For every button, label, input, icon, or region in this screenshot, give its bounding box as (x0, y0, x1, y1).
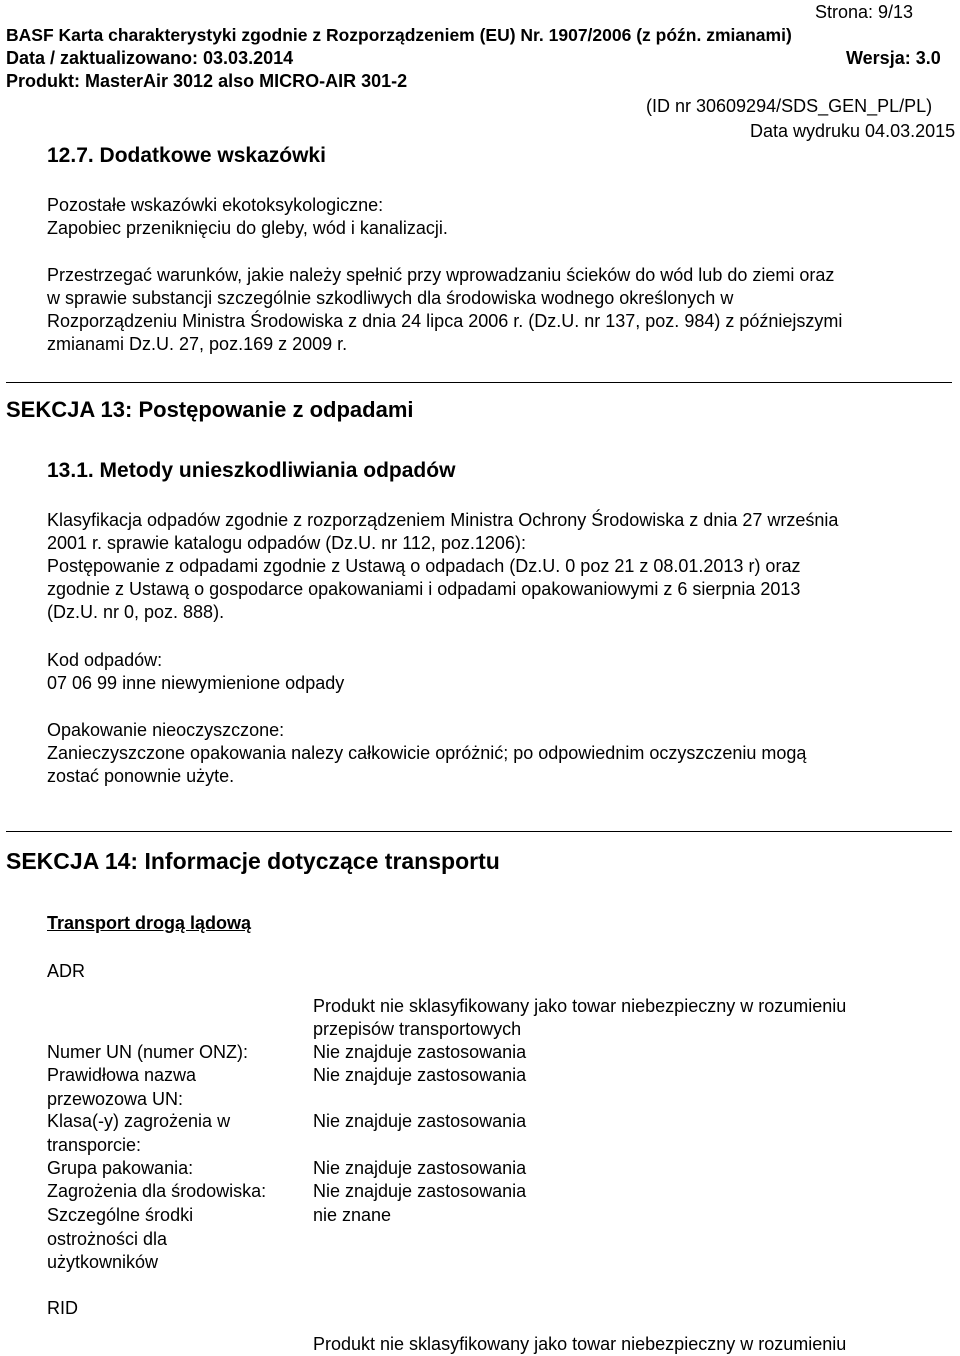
transport-row-label: Klasa(-y) zagrożenia w transporcie: (47, 1111, 231, 1155)
print-date: Data wydruku 04.03.2015 (750, 121, 956, 141)
rid-label: RID (47, 1298, 78, 1318)
section-13-heading: SEKCJA 13: Postępowanie z odpadami (6, 397, 414, 422)
packaging-label: Opakowanie nieoczyszczone: (47, 720, 285, 740)
transport-row-value: Nie znajduje zastosowania (313, 1065, 527, 1085)
product-name: Produkt: MasterAir 3012 also MICRO-AIR 301-2 (6, 71, 408, 91)
packaging-value: Zanieczyszczone opakowania nalezy całkowicie opróżnić; po odpowiednim oczyszczeniu mogą (47, 743, 807, 763)
page-number: Strona: 9/13 (815, 2, 914, 22)
land-transport-heading: Transport drogą lądową (47, 913, 252, 933)
version: Wersja: 3.0 (846, 48, 941, 68)
transport-row-value: Nie znajduje zastosowania (313, 1158, 527, 1178)
paragraph-line: zmianami Dz.U. 27, poz.169 z 2009 r. (47, 334, 348, 354)
packaging-value: zostać ponownie użyte. (47, 766, 235, 786)
paragraph-line: (Dz.U. nr 0, poz. 888). (47, 602, 225, 622)
adr-note: przepisów transportowych (313, 1019, 522, 1039)
transport-row-label: Prawidłowa nazwa przewozowa UN: (47, 1065, 197, 1109)
waste-code-label: Kod odpadów: (47, 650, 163, 670)
section-14-heading: SEKCJA 14: Informacje dotyczące transportu (6, 848, 500, 874)
document-id: (ID nr 30609294/SDS_GEN_PL/PL) (646, 96, 933, 116)
paragraph-line: Rozporządzeniu Ministra Środowiska z dnia 24 lipca 2006 r. (Dz.U. nr 137, poz. 984) z późniejszymi (47, 311, 843, 331)
document-title: BASF Karta charakterystyki zgodnie z Rozporządzeniem (EU) Nr. 1907/2006 (z późn. zmianami) (6, 25, 792, 45)
paragraph-line: zgodnie z Ustawą o gospodarce opakowaniami i odpadami opakowaniowymi z 6 sierpnia 2013 (47, 579, 801, 599)
waste-code-value: 07 06 99 inne niewymienione odpady (47, 673, 345, 693)
paragraph-line: 2001 r. sprawie katalogu odpadów (Dz.U. nr 112, poz.1206): (47, 533, 526, 553)
paragraph-line: Postępowanie z odpadami zgodnie z Ustawą o odpadach (Dz.U. 0 poz 21 z 08.01.2013 r) oraz (47, 556, 801, 576)
paragraph-line: Przestrzegać warunków, jakie należy spełnić przy wprowadzaniu ścieków do wód lub do ziemi oraz (47, 265, 835, 285)
transport-row-value: nie znane (313, 1205, 392, 1225)
section-13-1-heading: 13.1. Metody unieszkodliwiania odpadów (47, 459, 456, 482)
paragraph-line: Klasyfikacja odpadów zgodnie z rozporządzeniem Ministra Ochrony Środowiska z dnia 27 września (47, 510, 839, 530)
transport-row-label: Numer UN (numer ONZ): (47, 1042, 249, 1062)
section-divider (6, 382, 952, 383)
eco-notes-label: Pozostałe wskazówki ekotoksykologiczne: (47, 195, 384, 215)
section-divider (6, 831, 952, 832)
transport-row-value: Nie znajduje zastosowania (313, 1181, 527, 1201)
section-12-7-heading: 12.7. Dodatkowe wskazówki (47, 144, 326, 167)
adr-note: Produkt nie sklasyfikowany jako towar niebezpieczny w rozumieniu (313, 996, 847, 1016)
paragraph-line: w sprawie substancji szczególnie szkodliwych dla środowiska wodnego określonych w (47, 288, 734, 308)
transport-row-label: Grupa pakowania: (47, 1158, 194, 1178)
transport-row-label: Zagrożenia dla środowiska: (47, 1181, 267, 1201)
transport-row-value: Nie znajduje zastosowania (313, 1042, 527, 1062)
transport-row-value: Nie znajduje zastosowania (313, 1111, 527, 1131)
revision-date: Data / zaktualizowano: 03.03.2014 (6, 48, 294, 68)
eco-notes-value: Zapobiec przeniknięciu do gleby, wód i kanalizacji. (47, 218, 448, 238)
rid-note: Produkt nie sklasyfikowany jako towar niebezpieczny w rozumieniu (313, 1334, 847, 1354)
transport-row-label: Szczególne środki ostrożności dla użytkowników (47, 1205, 194, 1272)
adr-label: ADR (47, 961, 86, 981)
